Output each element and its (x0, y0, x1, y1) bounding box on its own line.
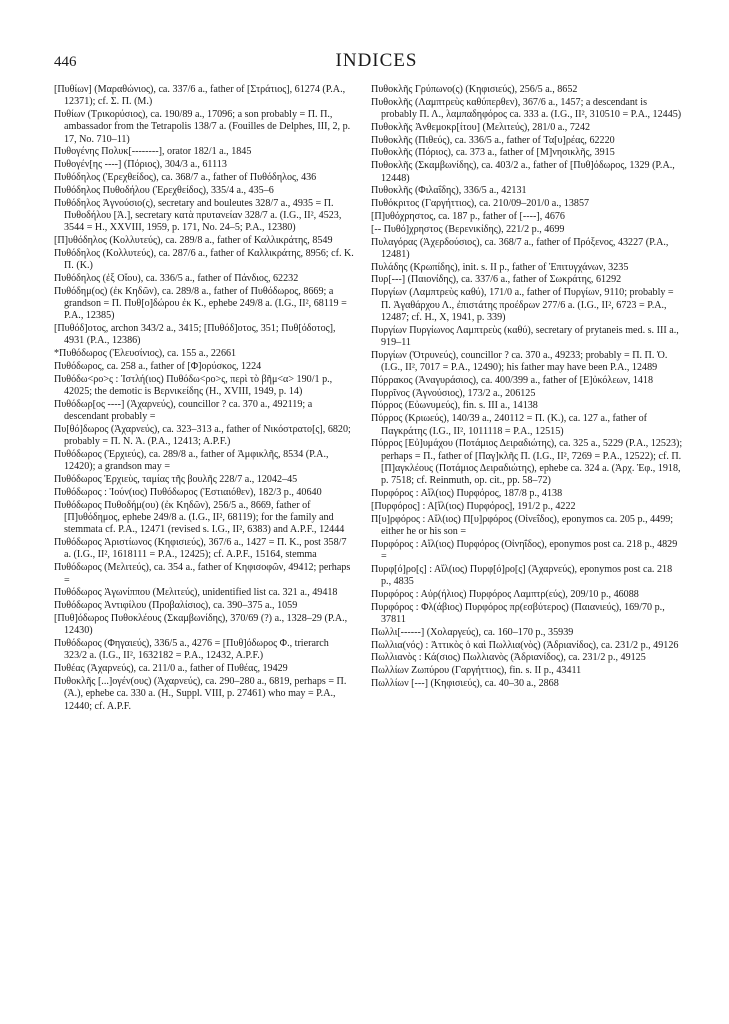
index-entry: Πυθοκλῆς (Φιλαΐδης), 336/5 a., 42131 (371, 185, 527, 197)
index-entry: Πυρφ[ό]ρο[ς] : Αἴλ(ιος) Πυρφ[ό]ρο[ς] (Ἀχαρνεύς), eponymos post ca. 218 p., 4835 (371, 563, 673, 588)
index-entry: Πυργίων Πυργίωνος Λαμπτρεὺς (καθύ), secretary of prytaneis med. s. III a., 919–11 (371, 324, 679, 348)
index-entry: Πυθόδημ(ος) (ἐκ Κηδῶν), ca. 289/8 a., father of Πυθόδωρος, 8669; a grandson = Π. Πυθ[ο]δώρου ἐκ Κ., ephebe 249/8 a. (I.G., II², 68119 = P.A., 12385) (54, 285, 347, 322)
index-entry: Πυρφόρος : Αἴλ(ιος) Πυρφόρος (Οἰνηΐδος), eponymos post ca. 218 p., 4829 = (371, 538, 678, 562)
index-entry: [Π]υθόδηλος (Κολλυτεύς), ca. 289/8 a., father of Καλλικράτης, 8549 (54, 235, 333, 247)
right-column (371, 84, 683, 691)
index-entry: Πυργίων (Ὀτρυνεύς), councillor ? ca. 370 a., 49233; probably = Π. Π. Ὀ. (I.G., II², 7017 = P.A., 12490); his father may have been P.A., 12489 (371, 349, 668, 374)
index-entry: [Πυρφόρος] : Α[ἴλ(ιος) Πυρφόρος], 191/2 p., 4222 (371, 500, 576, 512)
index-entry: Πωλλιανὸς : Κά(σιος) Πωλλιανὸς (Ἀδριανίδος), ca. 231/2 p., 49125 (371, 652, 646, 664)
index-entry: Πυθοκλῆς (Λαμπτρεὺς καθύπερθεν), 367/6 a., 1457; a descendant is probably Π. Λ., λαμπαδηφόρος ca. 333 a. (I.G., II², 310510 = P.A., 12445) (371, 96, 682, 121)
index-entry: Πυθόδωρ[ος ----] (Ἀχαρνεύς), councillor ? ca. 370 a., 492119; a descendant probably = (54, 398, 313, 423)
index-entry: Πυλαγόρας (Ἀχερδούσιος), ca. 368/7 a., father of Πρόξενος, 43227 (P.A., 12481) (371, 236, 669, 260)
index-entry: Πυθοκλῆς (Σκαμβωνίδης), ca. 403/2 a., father of [Πυθ]όδωρος, 1329 (P.A., 12448) (371, 160, 675, 184)
index-entry: Πυθοκλῆς [...]ογέν(ους) (Ἀχαρνεύς), ca. 290–280 a., 6819, perhaps = Π. (Ἀ.), ephebe ca. 330 a. (H., Suppl. VIII, p. 27461) who may = P.A., 12440; cf. A.P.F. (54, 675, 347, 712)
index-entry: Πυθόδηλος Ἀγνούσιο(ς), secretary and bouleutes 328/7 a., 4935 = Π. Πυθοδήλου [Ἀ.], secretary κατὰ πρυτανείαν 328/7 a. (I.G., II², 4523, 3544 = H., XXVIII, 1959, p. 171, No. 24–5; P.A., 12380) (54, 197, 342, 234)
index-entry: Πυθίων (Τρικορύσιος), ca. 190/89 a., 17096; a son probably = Π. Π., ambassador from the Tetrapolis 138/7 a. (Fouilles de Delphes, III, 2, p. 17, No. 710–11) (54, 109, 351, 145)
index-entry: Πυθόδωρος : Ἰούν(ιος) Πυθόδωρος (Ἑστιαιόθεν), 182/3 p., 40640 (54, 487, 322, 498)
index-entry: Πυρφόρος : Φλ(άβιος) Πυρφόρος πρ(εσβύτερος) (Παιανιεύς), 169/70 p., 37811 (371, 601, 665, 625)
index-entry: Πυρρῖνος (Ἀγνούσιος), 173/2 a., 206125 (371, 387, 536, 399)
index-entry: Πυθόδωρος (Ἐρχιεύς), ca. 289/8 a., father of Ἀμφικλῆς, 8534 (P.A., 12420); a grandson may = (54, 449, 329, 473)
index-entry: Πυργίων (Λαμπτρεὺς καθύ), 171/0 a., father of Πυργίων, 9110; probably = Π. Ἀγαθάρχου Λ., ἐπιστάτης προέδρων 277/6 a. (I.G., II², 6723 = P.A., 12487; cf. H., X, 1941, p. 339) (371, 287, 674, 323)
index-entry: Πυθόδωρος (Μελιτεύς), ca. 354 a., father of Κηφισοφῶν, 49412; perhaps = (54, 562, 351, 586)
index-entry: Πυθόδηλος (Ἐρεχθείδος), ca. 368/7 a., father of Πυθόδηλος, 436 (54, 172, 317, 184)
index-entry: [Πυθίων] (Μαραθώνιος), ca. 337/6 a., father of [Στράτιος], 61274 (P.A., 12371); cf. Σ. Π. (M.) (54, 84, 346, 108)
index-entry: Πυθόδηλος Πυθοδήλου (Ἐρεχθείδος), 335/4 a., 435–6 (54, 184, 274, 196)
index-entry: Πωλλίων [---] (Κηφισιεύς), ca. 40–30 a., 2868 (371, 677, 559, 689)
index-entry: Πυθόδωρος (Φηγαιεύς), 336/5 a., 4276 = [Πυθ]όδωρος Φ., trierarch 323/2 a. (I.G., II², 1632182 = P.A., 12432, A.P.F.) (54, 638, 329, 662)
index-entry: Πυθοκλῆς (Πιθεύς), ca. 336/5 a., father of Τα[υ]ρέας, 62220 (371, 134, 615, 146)
index-entry: [-- Πυθό]χρηστος (Βερενικίδης), 221/2 p., 4699 (371, 223, 565, 235)
index-entry: *Πυθόδωρος (Ἐλευσίνιος), ca. 155 a., 22661 (54, 348, 237, 360)
index-entry: Πυθόδωρος Ἀντιφίλου (Προβαλίσιος), ca. 390–375 a., 1059 (54, 600, 298, 612)
index-entry: Πυθόδωρος Πυθοδήμ(ου) (ἐκ Κηδῶν), 256/5 a., 8669, father of [Π]υθόδημος, ephebe 249/8 a. (I.G., II², 68119); for the family and stemmata cf. P.A., 12471 (revised s. I.G., II², 6383) and A.P.F., 12444 (54, 499, 345, 536)
running-head-title: INDICES (335, 50, 418, 71)
index-entry: Πύρρακος (Ἀναγυράσιος), ca. 400/399 a., father of [Ε]ὐκόλεων, 1418 (371, 374, 654, 386)
index-entry: [Πυθ]όδωρος Πυθοκλέους (Σκαμβωνίδης), 370/69 (?) a., 1328–29 (P.A., 12430) (54, 612, 348, 637)
index-entry: Πυρφόρος : Αὐρ(ήλιος) Πυρφόρος Λαμπτρ(εύς), 209/10 p., 46088 (371, 588, 639, 600)
index-entry: Πυθόδηλος (ἐξ Οἴου), ca. 336/5 a., father of Πάνδιος, 62232 (54, 272, 299, 284)
index-entry: Πυλάδης (Κρωπίδης), init. s. II p., father of Ἐπιτυγχάνων, 3235 (371, 261, 629, 273)
index-entry: Πυθογέν[ης ----] (Πόριος), 304/3 a., 61113 (54, 159, 227, 171)
index-entry: Πυθογένης Πολυκ[--------], orator 182/1 a., 1845 (54, 146, 252, 158)
index-entry: Πυθόδωρος Ἀγωνίππου (Μελιτεύς), unidentified list ca. 321 a., 49418 (54, 587, 338, 599)
page-number: 446 (54, 54, 77, 70)
index-entry: Πυθόκριτος (Γαργήττιος), ca. 210/09–201/0 a., 13857 (371, 198, 590, 210)
index-entry: Πυρφόρος : Αἴλ(ιος) Πυρφόρος, 187/8 p., 4138 (371, 488, 563, 499)
index-entry: Πυθόδω<ρο>ς : Ἰστλή(ιος) Πυθόδω<ρο>ς, περὶ τὸ βῆμ<α> 190/1 p., 42025; the demotic is Βερνικείδης (H., XVIII, 1949, p. 14) (54, 373, 333, 398)
index-entry: [Π]υθόχρηστος, ca. 187 p., father of [----], 4676 (371, 210, 565, 222)
index-entry: Πυθέας (Ἀχαρνεύς), ca. 211/0 a., father of Πυθέας, 19429 (54, 663, 288, 675)
index-entry: Πυθοκλῆς (Πόριος), ca. 373 a., father of [Μ]νησικλῆς, 3915 (371, 147, 615, 159)
index-entry: Πύρρος [Εὐ]υμάχου (Ποτάμιος Δειραδιώτης), ca. 325 a., 5229 (P.A., 12523); perhaps = Π., father of [Παγ]κλῆς Π. (I.G., II², 7269 = P.A., 12522); cf. Π. [Π]αγκλέους (Ποτάμιος Δειραδιώτης), ephebe ca. 324 a. (Ἀρχ. Ἐφ., 1918, p. 7518; cf. Reinmuth, op. cit., pp. 58–72) (371, 438, 683, 487)
page-header (54, 50, 699, 80)
index-entry: Πύρρος (Κριωεύς), 140/39 a., 240112 = Π. (K.), ca. 127 a., father of Παγκράτης (I.G., II², 1011118 = P.A., 12515) (371, 413, 647, 437)
index-entry: Πυρ[---] (Παιονίδης), ca. 337/6 a., father of Σωκράτης, 61292 (371, 274, 622, 286)
index-entry: Πωλλια(νός) : Ἀττικὸς ὁ καὶ Πωλλια(νὸς) (Ἀδριανίδος), ca. 231/2 p., 49126 (371, 639, 679, 651)
index-entry: Πυθόδηλος (Κολλυτεύς), ca. 287/6 a., father of Καλλικράτης, 8956; cf. Κ. Π. (K.) (54, 247, 354, 272)
index-entry: Πωλλίων Ζωπύρου (Γαργήττιος), fin. s. II p., 43411 (371, 665, 582, 677)
index-entry: Πυθόδωρος Ἐρχιεὺς, ταμίας τῆς βουλῆς 228/7 a., 12042–45 (54, 474, 298, 486)
left-column (54, 84, 354, 713)
index-entry: Πωλλι[------] (Χολαργεύς), ca. 160–170 p., 35939 (371, 626, 574, 638)
index-entry: [Πυθόδ]οτος, archon 343/2 a., 3415; [Πυθόδ]οτος, 351; Πυθ[όδοτος], 4931 (P.A., 12386) (54, 323, 336, 347)
index-entry: Πυθόδωρος, ca. 258 a., father of [Φ]ορύσκος, 1224 (54, 361, 262, 373)
index-entry: Πυθόδωρος Ἀριστίωνος (Κηφισιεύς), 367/6 a., 1427 = Π. Κ., post 358/7 a. (I.G., II², 1618111 = P.A., 12425); cf. A.P.F., 15164, stemma (54, 537, 347, 561)
index-entry: Πύρρος (Εὐωνυμεύς), fin. s. III a., 14138 (371, 400, 538, 412)
index-entry: Πυθοκλῆς Γρύπωνο(ς) (Κηφισιεύς), 256/5 a., 8652 (371, 84, 578, 95)
index-entry: Πυ[θό]δωρος (Ἀχαρνεύς), ca. 323–313 a., father of Νικόστρατο[ς], 6820; probably = Π. Ν. Ἀ. (P.A., 12413; A.P.F.) (54, 424, 351, 448)
index-entry: Πυθοκλῆς Ἀνθεμοκρ[ίτου] (Μελιτεύς), 281/0 a., 7242 (371, 121, 591, 133)
index-entry: Π[υ]ρφόρος : Αἴλ(ιος) Π[υ]ρφόρος (Οἰνεΐδος), eponymos ca. 205 p., 4499; either he or his son = (371, 513, 674, 537)
